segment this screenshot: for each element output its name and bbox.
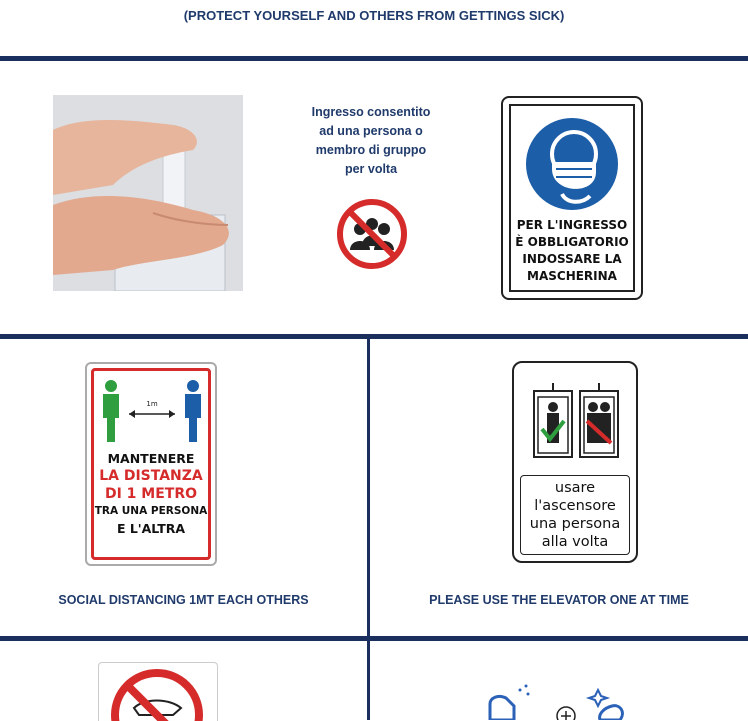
distance-caption: SOCIAL DISTANCING 1MT EACH OTHERS: [58, 593, 309, 607]
entry-notice-line: ad una persona o: [319, 124, 423, 138]
column-divider-bottom: [367, 641, 370, 720]
no-group-icon: [336, 198, 408, 270]
distance-sign-line: E L'ALTRA: [116, 521, 186, 536]
mask-required-sign: [501, 96, 643, 300]
elevator-sign: [512, 361, 638, 563]
distance-sign-line: MANTENERE: [107, 451, 195, 466]
entry-notice: [296, 103, 446, 179]
elevator-sign-line: usare: [554, 480, 596, 496]
social-distance-sign: [85, 362, 217, 566]
hand-sanitizer-photo: [53, 95, 243, 291]
distance-label: 1m: [146, 400, 158, 408]
page-subtitle: (PROTECT YOURSELF AND OTHERS FROM GETTINGS SICK): [183, 8, 565, 23]
divider-bottom: [0, 636, 748, 641]
people-distance-icon: [97, 378, 207, 444]
mask-icon: [522, 114, 622, 214]
no-handshake-sign: [98, 662, 218, 721]
elevator-sign-line: l'ascensore: [534, 498, 616, 514]
entry-notice-line: per volta: [344, 162, 398, 176]
elevator-icon: [532, 383, 620, 465]
divider-top: [0, 56, 748, 61]
distance-sign-line: LA DISTANZA: [99, 468, 203, 484]
entry-notice-line: membro di gruppo: [315, 143, 427, 157]
elevator-caption: PLEASE USE THE ELEVATOR ONE AT TIME: [429, 593, 689, 607]
entry-notice-line: Ingresso consentito: [311, 105, 431, 119]
distance-sign-line: DI 1 METRO: [104, 486, 198, 502]
mask-sign-line: MASCHERINA: [527, 269, 617, 283]
mask-sign-line: INDOSSARE LA: [522, 252, 622, 266]
mask-sign-line: PER L'INGRESSO: [516, 218, 628, 232]
elevator-sign-line: una persona: [529, 516, 621, 532]
elevator-sign-line: alla volta: [541, 534, 609, 550]
distance-sign-line: TRA UNA PERSONA: [94, 505, 208, 517]
divider-middle: [0, 334, 748, 339]
mask-sign-line: È OBBLIGATORIO: [515, 235, 629, 249]
sanitize-surfaces-icon: [480, 676, 630, 720]
